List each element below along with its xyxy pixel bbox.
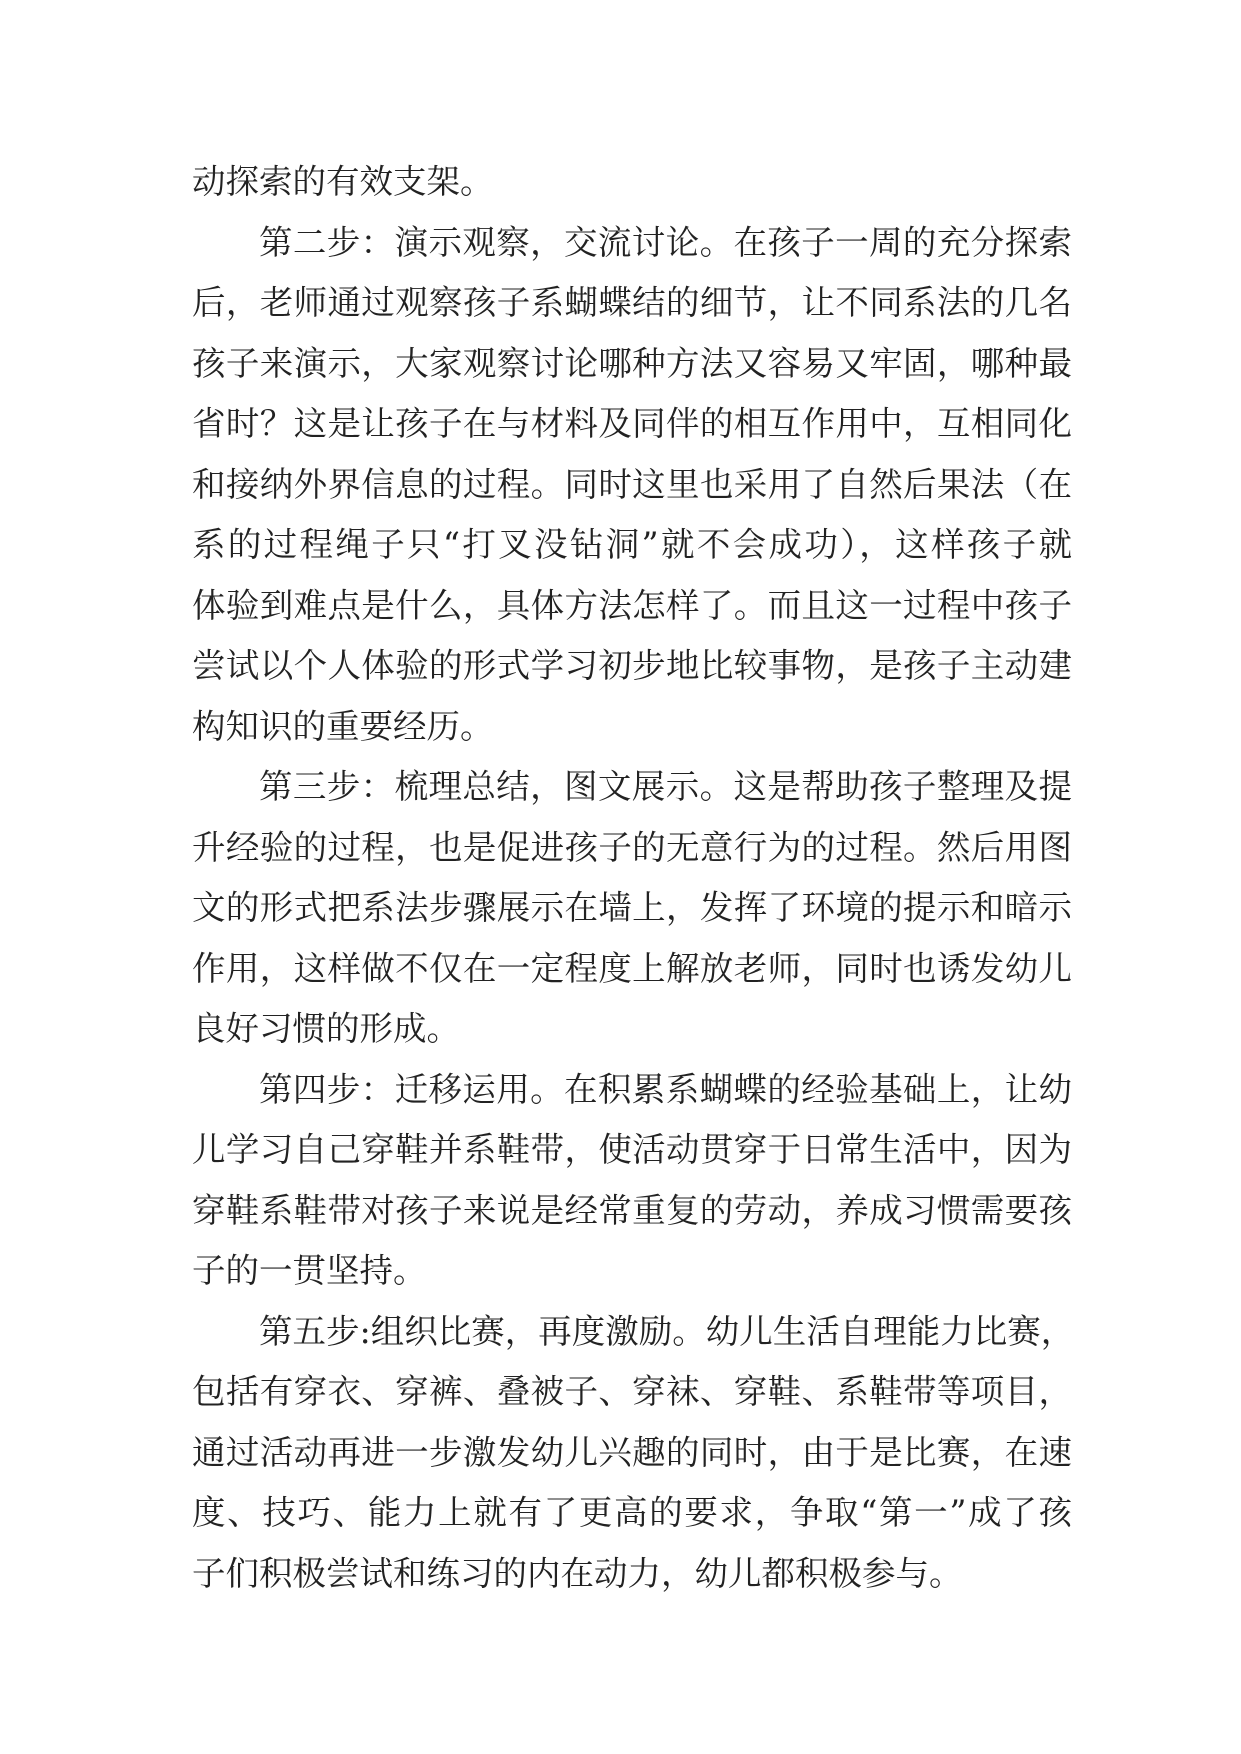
paragraph	[192, 757, 1072, 1060]
text-line: 作用，这样做不仅在一定程度上解放老师，同时也诱发幼儿	[192, 948, 1072, 988]
text-line: 体验到难点是什么，具体方法怎样了。而且这一过程中孩子	[192, 585, 1072, 625]
text-line: 第三步：梳理总结，图文展示。这是帮助孩子整理及提	[259, 767, 1072, 806]
text-line: 包括有穿衣、穿裤、叠被子、穿袜、穿鞋、系鞋带等项目，	[192, 1372, 1072, 1411]
text-line: 穿鞋系鞋带对孩子来说是经常重复的劳动，养成习惯需要孩	[192, 1190, 1072, 1230]
text-line: 通过活动再进一步激发幼儿兴趣的同时，由于是比赛，在速	[192, 1432, 1072, 1472]
text-line: 孩子来演示，大家观察讨论哪种方法又容易又牢固，哪种最	[192, 343, 1072, 383]
text-line: 文的形式把系法步骤展示在墙上，发挥了环境的提示和暗示	[192, 888, 1072, 927]
text-line: 第五步:组织比赛，再度激励。幼儿生活自理能力比赛，	[259, 1311, 1075, 1351]
text-line: 子的一贯坚持。	[192, 1251, 427, 1290]
text-line: 和接纳外界信息的过程。同时这里也采用了自然后果法（在	[192, 464, 1072, 504]
text-line: 度、技巧、能力上就有了更高的要求，争取“第一”成了孩	[192, 1493, 1072, 1532]
document-body	[192, 152, 1075, 1604]
paragraph	[192, 1060, 1072, 1302]
paragraph	[192, 213, 1072, 758]
paragraph	[192, 1302, 1075, 1605]
text-line: 系的过程绳子只“打叉没钻洞”就不会成功），这样孩子就	[192, 525, 1072, 564]
text-line: 省时？这是让孩子在与材料及同伴的相互作用中，互相同化	[192, 404, 1072, 443]
text-line: 后，老师通过观察孩子系蝴蝶结的细节，让不同系法的几名	[192, 283, 1072, 322]
text-line: 儿学习自己穿鞋并系鞋带，使活动贯穿于日常生活中，因为	[192, 1130, 1072, 1169]
text-line: 第四步：迁移运用。在积累系蝴蝶的经验基础上，让幼	[259, 1069, 1072, 1109]
paragraph	[192, 152, 1072, 213]
text-line: 子们积极尝试和练习的内在动力，幼儿都积极参与。	[192, 1553, 963, 1593]
text-line: 第二步：演示观察，交流讨论。在孩子一周的充分探索	[259, 222, 1072, 262]
text-line: 构知识的重要经历。	[192, 706, 494, 746]
text-line: 动探索的有效支架。	[192, 162, 494, 201]
text-line: 尝试以个人体验的形式学习初步地比较事物，是孩子主动建	[192, 646, 1072, 685]
text-line: 良好习惯的形成。	[192, 1009, 460, 1048]
text-line: 升经验的过程，也是促进孩子的无意行为的过程。然后用图	[192, 827, 1072, 867]
